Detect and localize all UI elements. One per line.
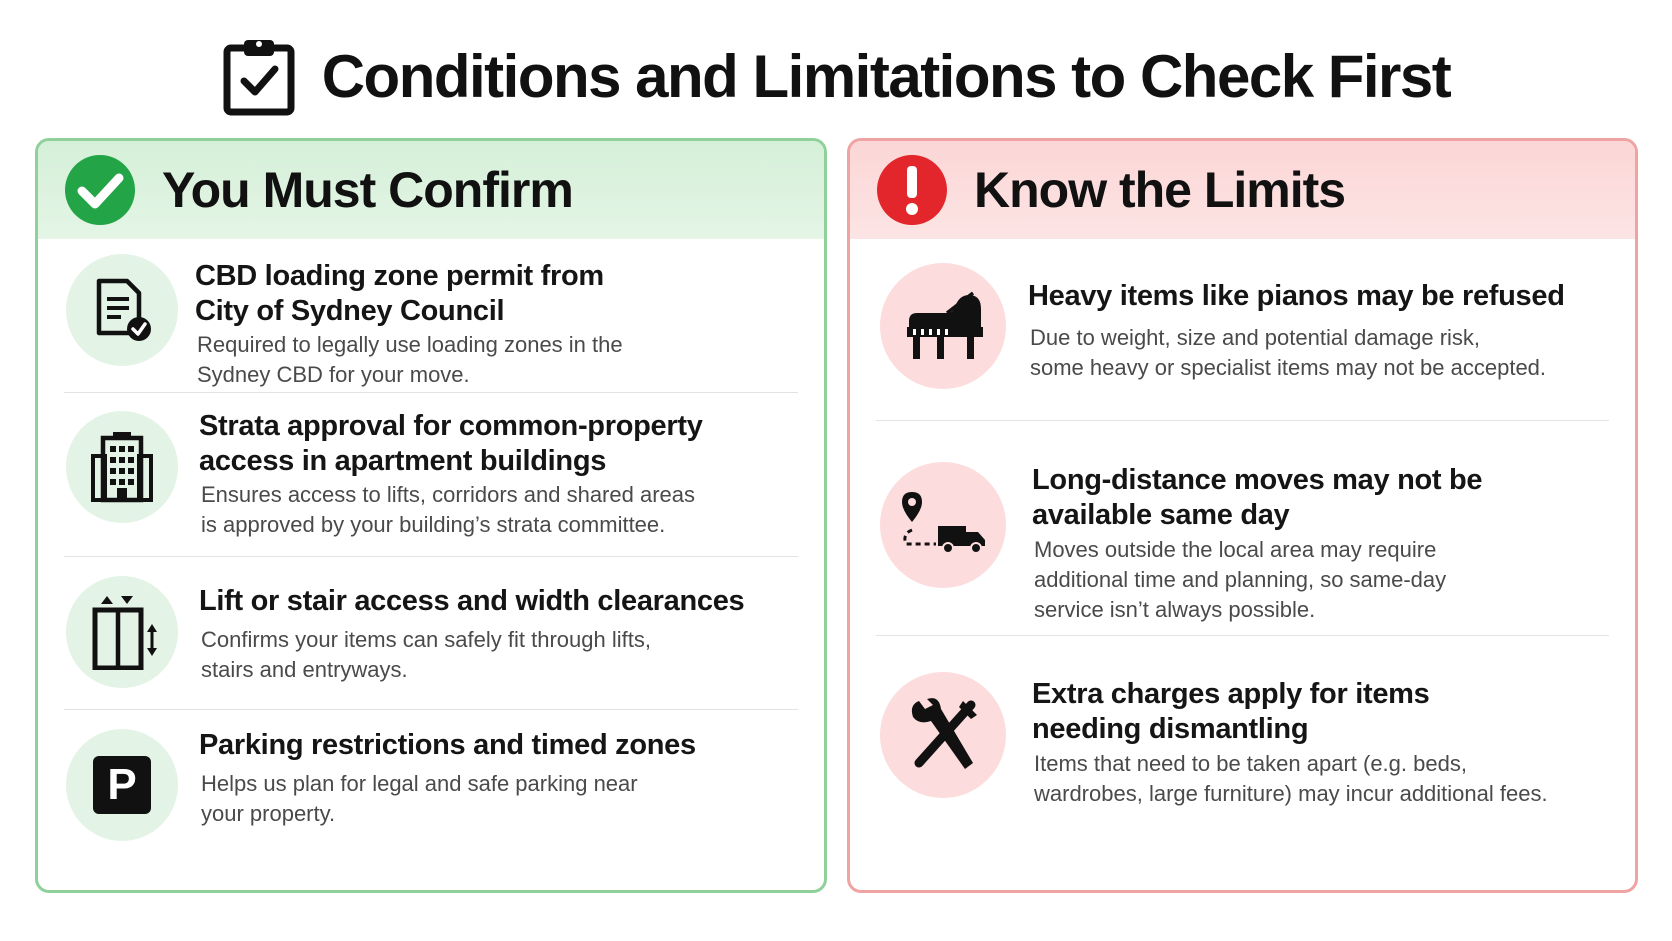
truck-route-icon: [898, 490, 988, 560]
must-confirm-heading: You Must Confirm: [162, 162, 573, 218]
confirm-item: [38, 558, 824, 711]
confirm-item-title: Lift or stair access and width clearances: [199, 585, 745, 617]
divider: [64, 709, 798, 710]
limit-item-description: Items that need to be taken apart (e.g. beds, wardrobes, large furniture) may incur additional fees.: [1034, 751, 1548, 806]
limit-item: [850, 239, 1635, 433]
confirm-item-icon-circle: [66, 411, 178, 523]
limit-item-description: Due to weight, size and potential damage risk, some heavy or specialist items may not be accepted.: [1030, 325, 1547, 380]
confirm-item-description: Confirms your items can safely fit through lifts, stairs and entryways.: [201, 627, 651, 682]
confirm-item-icon-circle: [66, 576, 178, 688]
document-check-icon: [89, 277, 155, 343]
confirm-item: [38, 239, 824, 394]
limit-item-title: Extra charges apply for items needing dismantling: [1032, 678, 1430, 745]
confirm-item-description: Helps us plan for legal and safe parking near your property.: [201, 771, 638, 826]
know-limits-heading: Know the Limits: [974, 162, 1346, 218]
divider: [64, 556, 798, 557]
confirm-item-icon-circle: [66, 254, 178, 366]
limit-item-icon-circle: [880, 462, 1006, 588]
parking-icon: [93, 756, 151, 814]
confirm-item: [38, 711, 824, 891]
page-title: Conditions and Limitations to Check First: [321, 42, 1451, 110]
know-limits-header: [850, 141, 1635, 239]
apartment-building-icon: [89, 430, 155, 504]
confirm-item-title: Parking restrictions and timed zones: [199, 729, 696, 761]
limit-item-title: Long-distance moves may not be available same day: [1032, 464, 1483, 531]
confirm-item-title: CBD loading zone permit from City of Sydney Council: [195, 260, 604, 327]
limit-item-description: Moves outside the local area may require additional time and planning, so same-day service isn’t always possible.: [1034, 537, 1447, 622]
must-confirm-panel: [35, 138, 827, 893]
must-confirm-header: [38, 141, 824, 239]
check-circle-icon: [62, 152, 138, 228]
piano-icon: [903, 291, 983, 361]
page-header: [0, 34, 1672, 118]
tools-icon: [905, 697, 981, 773]
limit-item: [850, 421, 1635, 638]
know-limits-panel: [847, 138, 1638, 893]
confirm-item-title: Strata approval for common-property access in apartment buildings: [199, 410, 703, 477]
confirm-item-description: Ensures access to lifts, corridors and shared areas is approved by your building’s strata committee.: [201, 482, 696, 537]
confirm-item-icon-circle: [66, 729, 178, 841]
parking-letter: P: [107, 760, 137, 809]
confirm-item-description: Required to legally use loading zones in the Sydney CBD for your move.: [197, 332, 623, 387]
divider: [64, 392, 798, 393]
limit-item: [850, 638, 1635, 888]
limit-item-icon-circle: [880, 672, 1006, 798]
limit-item-title: Heavy items like pianos may be refused: [1028, 280, 1565, 312]
exclamation-circle-icon: [874, 152, 950, 228]
confirm-item: [38, 394, 824, 558]
clipboard-check-icon: [222, 36, 296, 116]
divider: [876, 635, 1609, 636]
limit-item-icon-circle: [880, 263, 1006, 389]
lift-icon: [87, 594, 157, 670]
